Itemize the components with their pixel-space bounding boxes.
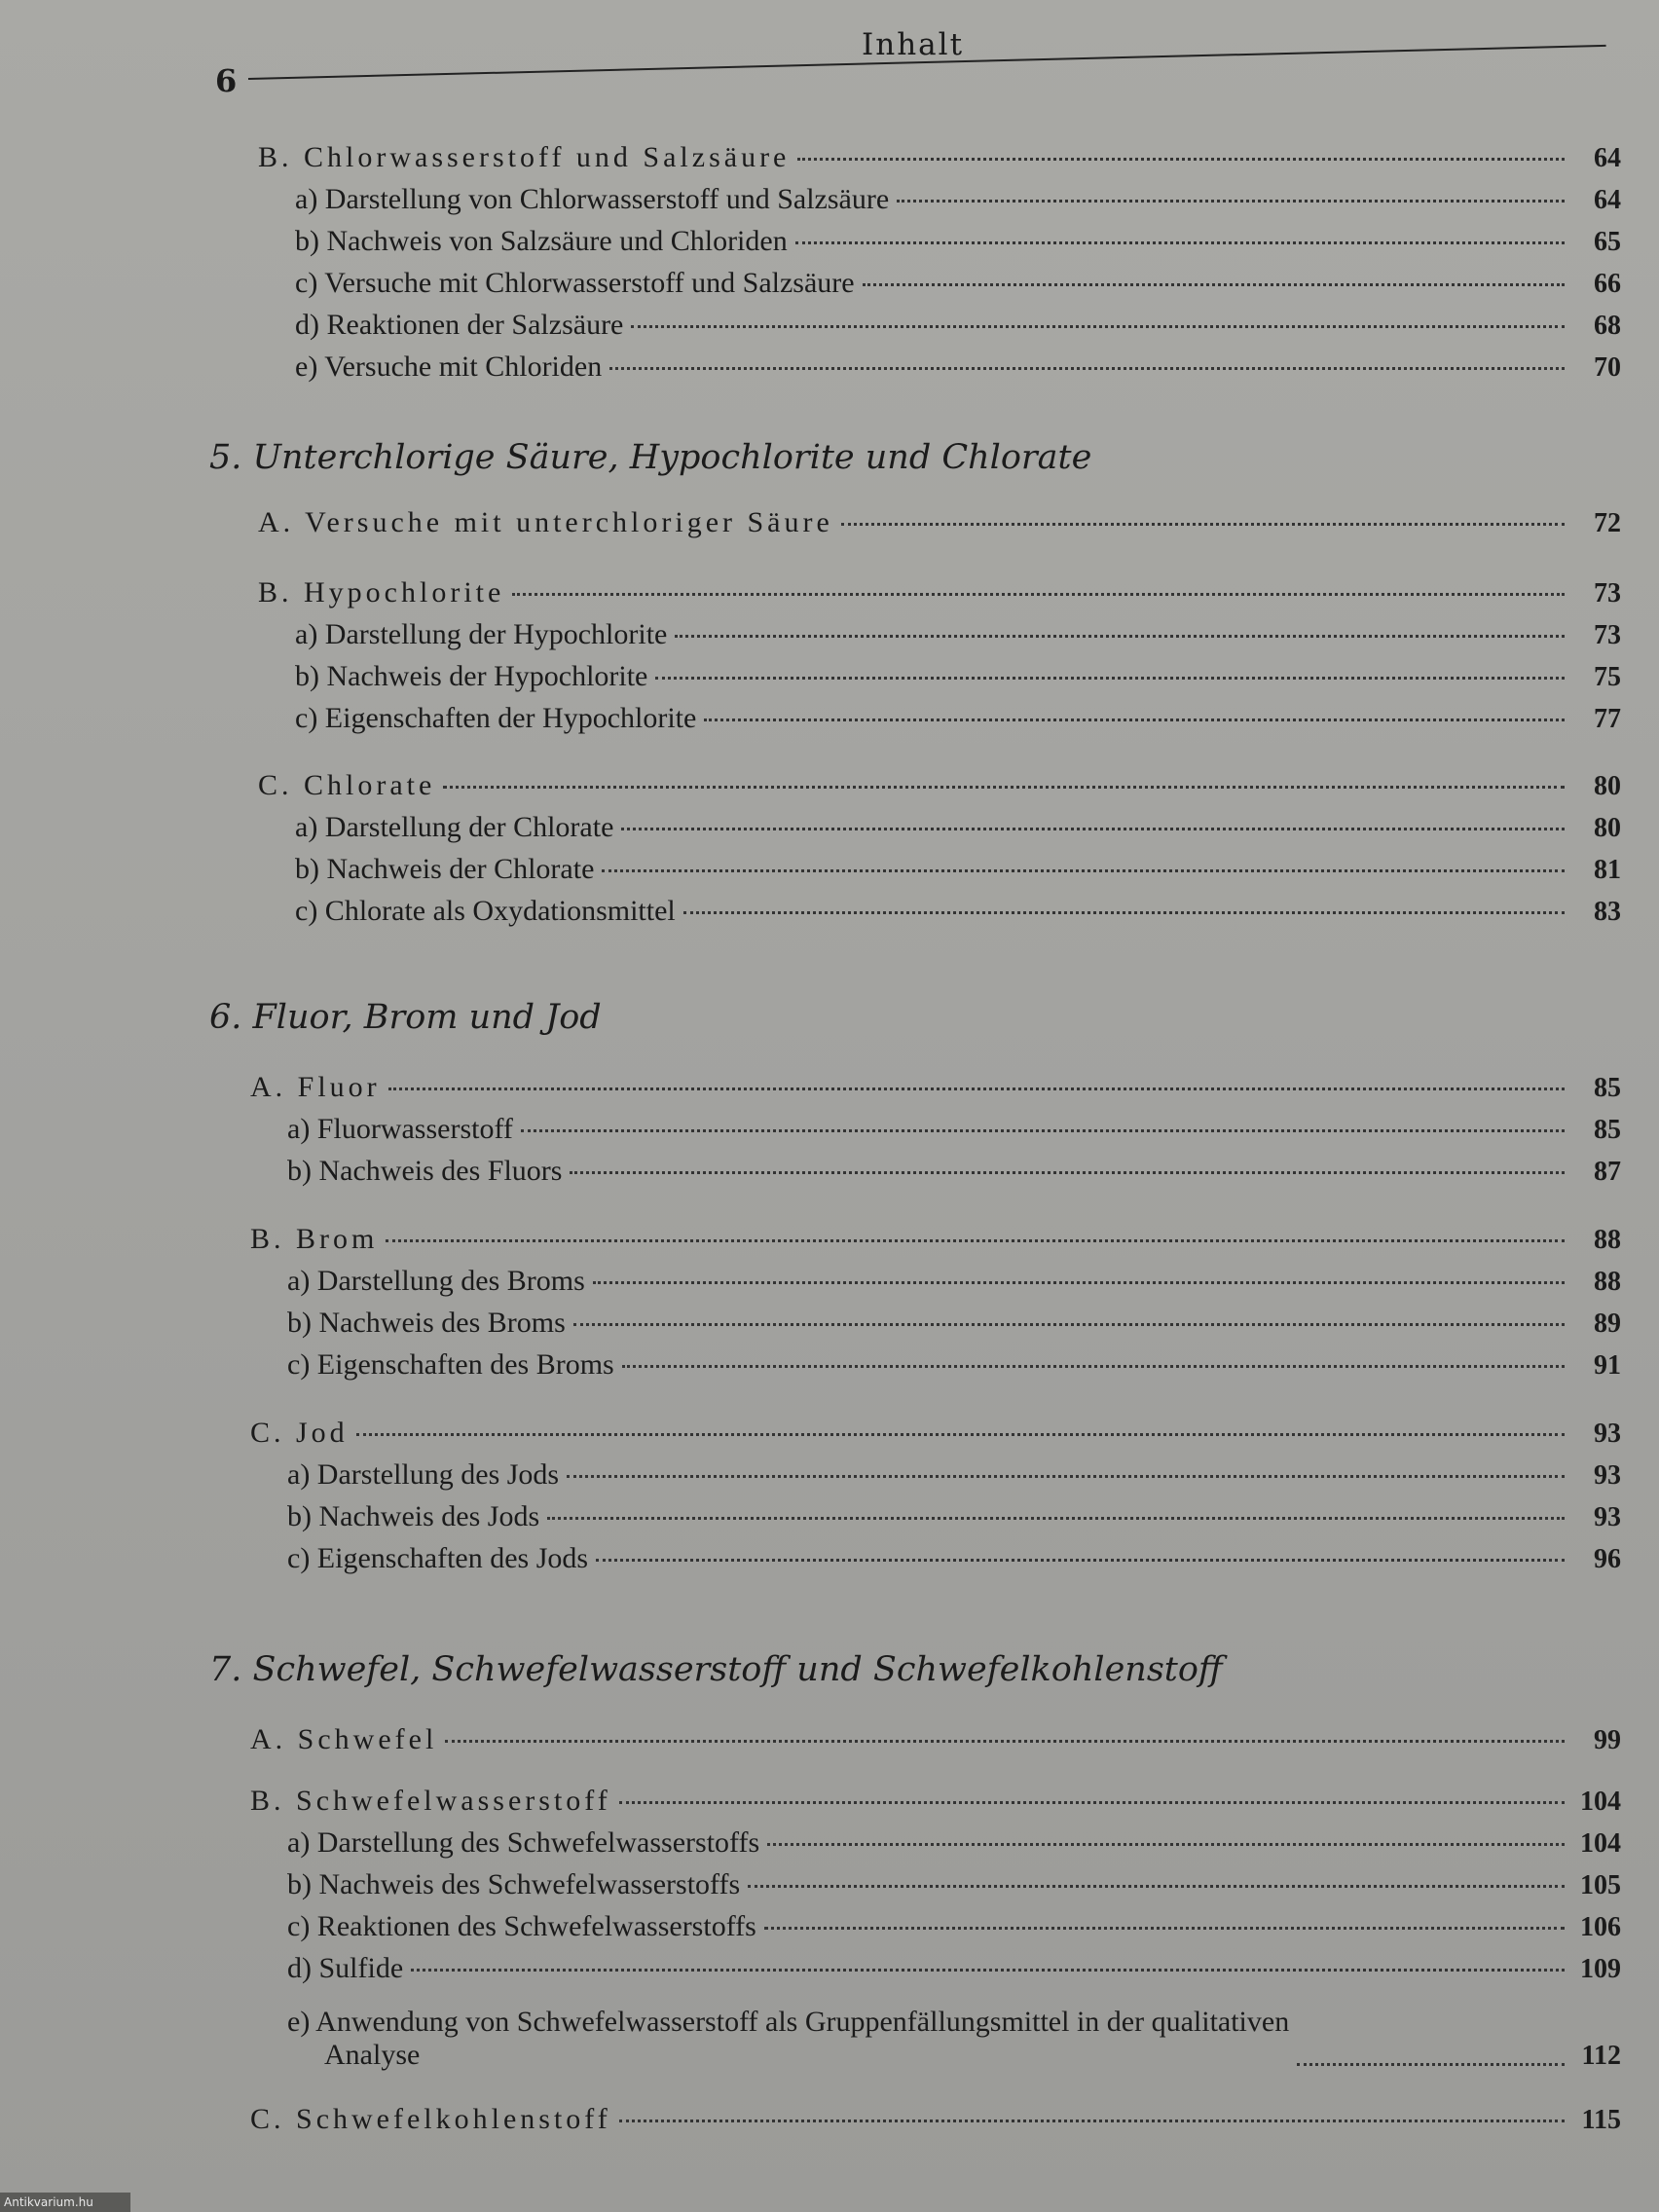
toc-entry-label: c) Versuche mit Chlorwasserstoff und Salzsäure [295, 267, 855, 299]
toc-entry-label-line1: e) Anwendung von Schwefelwasserstoff als Gruppenfällungsmittel in der qualitativen [287, 2006, 1290, 2038]
toc-entry-label: a) Darstellung der Hypochlorite [295, 618, 668, 650]
toc-entry-label: B. Schwefelwasserstoff [250, 1785, 611, 1817]
dot-leader [897, 200, 1565, 203]
dot-leader [622, 1365, 1565, 1368]
dot-leader [573, 1323, 1565, 1326]
toc-item-entry [287, 1265, 1621, 1304]
toc-item-entry [287, 1458, 1621, 1497]
toc-entry-label: d) Reaktionen der Salzsäure [295, 309, 624, 341]
toc-page-number: 64 [1594, 143, 1621, 173]
toc-entry-label: A. Schwefel [250, 1723, 438, 1755]
toc-entry-label: b) Nachweis des Broms [287, 1307, 566, 1339]
toc-page-number: 104 [1580, 1828, 1621, 1859]
toc-entry-label: b) Nachweis des Jods [287, 1500, 540, 1532]
toc-page-number: 87 [1594, 1157, 1621, 1187]
toc-entry-label: A. Fluor [250, 1071, 381, 1103]
toc-page-number: 72 [1594, 508, 1621, 538]
toc-page-number: 80 [1594, 813, 1621, 843]
toc-entry-label: c) Chlorate als Oxydationsmittel [295, 895, 676, 927]
dot-leader [512, 593, 1565, 596]
toc-item-entry [287, 1542, 1621, 1581]
toc-page-number: 70 [1594, 352, 1621, 383]
dot-leader [445, 1740, 1565, 1743]
toc-section-entry [250, 1723, 1621, 1762]
toc-item-entry [287, 1307, 1621, 1346]
toc-item-entry [287, 1500, 1621, 1539]
toc-item-entry [295, 309, 1621, 348]
toc-entry-label: C. Jod [250, 1417, 349, 1449]
toc-page-number: 66 [1594, 269, 1621, 299]
toc-page-number: 91 [1594, 1350, 1621, 1381]
toc-item-entry [295, 267, 1621, 306]
toc-item-entry [287, 1868, 1621, 1907]
toc-page-number: 85 [1594, 1073, 1621, 1103]
toc-entry-label: b) Nachweis des Schwefelwasserstoffs [287, 1868, 741, 1900]
toc-entry-label: c) Reaktionen des Schwefelwasserstoffs [287, 1910, 756, 1942]
toc-page-number: 85 [1594, 1115, 1621, 1145]
toc-page-number: 89 [1594, 1309, 1621, 1339]
toc-page-number: 68 [1594, 311, 1621, 341]
toc-section-entry [250, 1417, 1621, 1456]
toc-entry-label: a) Darstellung des Jods [287, 1458, 560, 1491]
dot-leader [596, 1559, 1565, 1562]
toc-entry-label: c) Eigenschaften des Broms [287, 1348, 614, 1381]
chapter-title: 7. Schwefel, Schwefelwasserstoff und Schwefelkohlenstoff [209, 1650, 1223, 1689]
chapter-title: 5. Unterchlorige Säure, Hypochlorite und Chlorate [209, 438, 1092, 477]
toc-item-entry [295, 183, 1621, 222]
toc-entry-label: a) Fluorwasserstoff [287, 1113, 513, 1145]
toc-page-number: 112 [1581, 2041, 1621, 2071]
dot-leader [619, 1801, 1565, 1804]
toc-item-entry [295, 895, 1621, 934]
toc-item-entry [287, 1113, 1621, 1152]
toc-entry-label: a) Darstellung der Chlorate [295, 811, 614, 843]
toc-page-number: 81 [1594, 855, 1621, 885]
toc-entry-label: b) Nachweis der Chlorate [295, 853, 595, 885]
dot-leader [547, 1517, 1565, 1520]
toc-item-entry [295, 618, 1621, 657]
toc-item-entry [295, 225, 1621, 264]
page-number: 6 [215, 62, 238, 99]
dot-leader [631, 325, 1565, 328]
dot-leader [619, 2120, 1565, 2122]
toc-page-number: 73 [1594, 620, 1621, 650]
toc-section-entry [250, 1785, 1621, 1824]
toc-item-entry [295, 660, 1621, 699]
dot-leader [767, 1843, 1565, 1846]
toc-page-number: 65 [1594, 227, 1621, 257]
toc-item-entry [295, 702, 1621, 741]
toc-page-number: 115 [1581, 2105, 1621, 2135]
running-title: Inhalt [862, 27, 965, 62]
toc-page-number: 93 [1594, 1460, 1621, 1491]
toc-item-entry-multiline [287, 1994, 1621, 2072]
toc-page-number: 93 [1594, 1502, 1621, 1532]
dot-leader [675, 635, 1565, 638]
toc-section-entry [258, 769, 1621, 808]
chapter-title: 6. Fluor, Brom und Jod [209, 998, 602, 1037]
toc-entry-label: B. Hypochlorite [258, 576, 505, 608]
toc-page-number: 80 [1594, 771, 1621, 801]
toc-entry-label: B. Chlorwasserstoff und Salzsäure [258, 141, 791, 173]
toc-entry-label: b) Nachweis des Fluors [287, 1155, 563, 1187]
toc-item-entry [295, 350, 1621, 389]
toc-page-number: 105 [1580, 1870, 1621, 1900]
dot-leader [602, 869, 1565, 872]
toc-page-number: 99 [1594, 1725, 1621, 1755]
dot-leader [570, 1171, 1565, 1174]
dot-leader [388, 1088, 1565, 1090]
toc-page-number: 88 [1594, 1267, 1621, 1297]
toc-item-entry [287, 1348, 1621, 1387]
toc-section-entry [258, 576, 1621, 615]
toc-page-number: 109 [1580, 1954, 1621, 1984]
dot-leader [748, 1885, 1565, 1888]
toc-entry-label: b) Nachweis der Hypochlorite [295, 660, 648, 692]
toc-page-number: 106 [1580, 1912, 1621, 1942]
toc-entry-label: a) Darstellung des Broms [287, 1265, 585, 1297]
toc-page-number: 75 [1594, 662, 1621, 692]
dot-leader [797, 158, 1565, 161]
dot-leader [443, 786, 1565, 789]
dot-leader [593, 1281, 1565, 1284]
toc-page-number: 73 [1594, 578, 1621, 608]
toc-page-number: 64 [1594, 185, 1621, 215]
toc-page-number: 104 [1580, 1787, 1621, 1817]
dot-leader [411, 1969, 1565, 1972]
toc-entry-label: a) Darstellung von Chlorwasserstoff und Salzsäure [295, 183, 890, 215]
toc-entry-label-line2: Analyse [324, 2039, 421, 2071]
toc-section-entry [250, 2103, 1621, 2142]
watermark: Antikvarium.hu [0, 2193, 130, 2212]
toc-entry-label: c) Eigenschaften des Jods [287, 1542, 589, 1574]
dot-leader [655, 677, 1565, 680]
dot-leader [621, 828, 1565, 830]
dot-leader [795, 241, 1565, 244]
dot-leader [764, 1927, 1565, 1930]
page-header [209, 27, 1606, 105]
toc-section-entry [258, 506, 1621, 545]
toc-item-entry [287, 1826, 1621, 1865]
toc-entry-label: c) Eigenschaften der Hypochlorite [295, 702, 697, 734]
dot-leader [683, 911, 1565, 914]
dot-leader [356, 1433, 1565, 1436]
toc-page-number: 93 [1594, 1419, 1621, 1449]
toc-item-entry [295, 853, 1621, 892]
dot-leader [704, 719, 1565, 721]
toc-entry-label: B. Brom [250, 1223, 379, 1255]
toc-entry-label: d) Sulfide [287, 1952, 404, 1984]
toc-page-number: 88 [1594, 1225, 1621, 1255]
toc-item-entry [287, 1155, 1621, 1194]
toc-section-entry [250, 1223, 1621, 1262]
dot-leader [841, 523, 1565, 526]
toc-section-entry [258, 141, 1621, 180]
toc-page-number: 96 [1594, 1544, 1621, 1574]
toc-entry-label: C. Schwefelkohlenstoff [250, 2103, 611, 2135]
toc-page-number: 77 [1594, 704, 1621, 734]
dot-leader [386, 1239, 1565, 1242]
dot-leader [1297, 2063, 1565, 2066]
toc-page-number: 83 [1594, 897, 1621, 927]
toc-entry-label: C. Chlorate [258, 769, 436, 801]
dot-leader [521, 1129, 1565, 1132]
toc-entry-label: a) Darstellung des Schwefelwasserstoffs [287, 1826, 760, 1859]
toc-entry-label: e) Versuche mit Chloriden [295, 350, 603, 383]
dot-leader [567, 1475, 1565, 1478]
toc-item-entry [295, 811, 1621, 850]
toc-item-entry [287, 1910, 1621, 1949]
dot-leader [863, 283, 1565, 286]
dot-leader [609, 367, 1565, 370]
toc-section-entry [250, 1071, 1621, 1110]
toc-entry-label [287, 2006, 1289, 2072]
toc-item-entry [287, 1952, 1621, 1991]
table-of-contents [209, 117, 1641, 2191]
toc-entry-label: b) Nachweis von Salzsäure und Chloriden [295, 225, 788, 257]
toc-entry-label: A. Versuche mit unterchloriger Säure [258, 506, 833, 538]
